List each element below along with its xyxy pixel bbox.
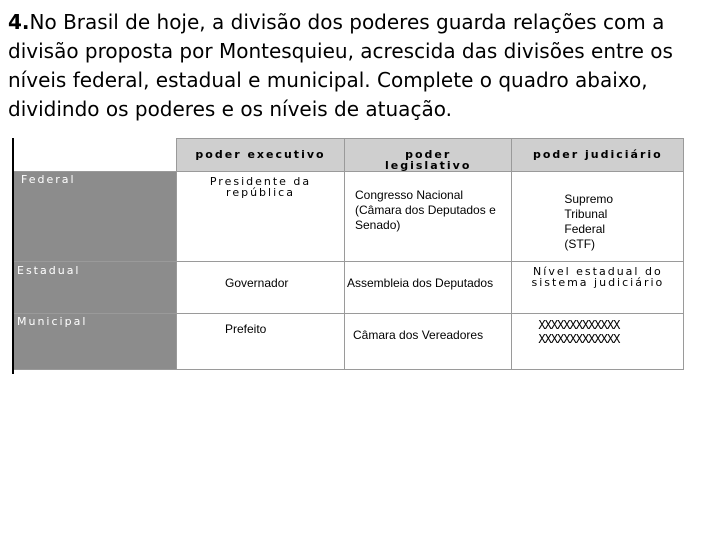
header-legislativo-label: poder legislativo	[385, 148, 472, 172]
row-label-federal-text: Federal	[21, 173, 76, 186]
cell-federal-legislativo-text: Congresso Nacional (Câmara dos Deputados e Senado)	[355, 188, 496, 232]
cell-municipal-judiciario	[512, 314, 684, 370]
cell-municipal-executivo-text: Prefeito	[225, 322, 267, 336]
header-executivo	[177, 139, 345, 172]
row-label-municipal-text: Municipal	[17, 315, 88, 328]
cell-municipal-legislativo-text: Câmara dos Vereadores	[353, 328, 484, 342]
row-estadual	[13, 262, 684, 314]
question-body: No Brasil de hoje, a divisão dos poderes guarda relações com a divisão proposta por Montesquieu, acrescida das divisões entre os níveis federal, estadual e municipal. Complete o quadro abaixo, dividindo os poderes e os níveis de atuação.	[8, 10, 673, 121]
cell-estadual-judiciario	[512, 262, 684, 314]
header-row	[13, 139, 684, 172]
cell-estadual-executivo-text: Governador	[225, 276, 289, 290]
row-municipal	[13, 314, 684, 370]
cell-estadual-legislativo-text: Assembleia dos Deputados	[347, 276, 494, 290]
cell-federal-judiciario	[512, 172, 684, 262]
cell-federal-judiciario-text: Supremo Tribunal Federal (STF)	[564, 192, 614, 251]
cell-federal-legislativo	[345, 172, 512, 262]
cell-municipal-legislativo	[345, 314, 512, 370]
cell-estadual-judiciario-text: Nível estadual do sistema judiciário	[531, 265, 665, 289]
cell-federal-executivo-text: Presidente da república	[209, 175, 312, 199]
cell-municipal-judiciario-line2: XXXXXXXXXXXXX	[538, 332, 620, 346]
header-judiciario-label: poder judiciário	[533, 148, 663, 161]
header-executivo-label: poder executivo	[195, 148, 326, 161]
header-legislativo	[345, 139, 512, 172]
powers-table	[12, 138, 684, 370]
row-label-municipal	[13, 314, 177, 370]
question-number: 4.	[8, 10, 30, 34]
cell-municipal-executivo	[177, 314, 345, 370]
question-text	[8, 8, 714, 124]
row-label-federal	[13, 172, 177, 262]
row-federal	[13, 172, 684, 262]
row-label-estadual-text: Estadual	[17, 264, 81, 277]
cell-municipal-judiciario-line1: XXXXXXXXXXXXX	[538, 318, 620, 332]
cell-estadual-legislativo	[345, 262, 512, 314]
header-judiciario	[512, 139, 684, 172]
cell-estadual-executivo	[177, 262, 345, 314]
corner-cell	[13, 139, 177, 172]
row-label-estadual	[13, 262, 177, 314]
table-left-rule	[12, 138, 14, 374]
cell-federal-executivo	[177, 172, 345, 262]
